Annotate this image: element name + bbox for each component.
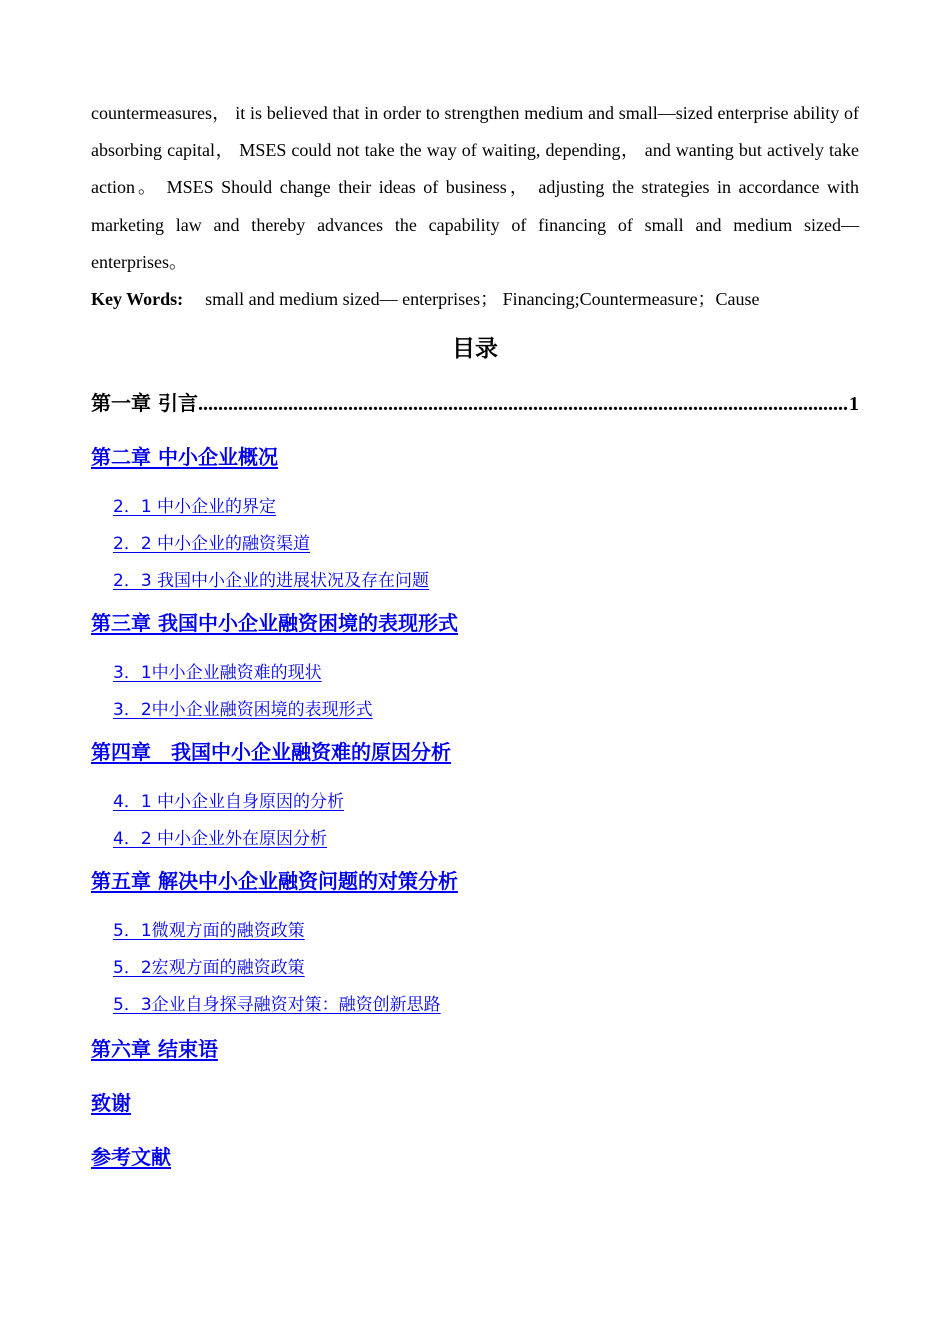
toc-chapter-4-link[interactable]: 第四章 我国中小企业融资难的原因分析 <box>91 740 451 764</box>
toc-section-4-2-link[interactable]: 4．2 中小企业外在原因分析 <box>113 829 328 849</box>
toc-chapter-6-link[interactable]: 第六章 结束语 <box>91 1037 218 1061</box>
toc-leader-dots <box>198 389 849 419</box>
toc-chapter-1[interactable] <box>91 388 859 419</box>
toc-section-2-3-link[interactable]: 2．3 我国中小企业的进展状况及存在问题 <box>113 571 430 591</box>
toc-chapter-1-page: 1 <box>849 393 859 415</box>
toc-chapter-1-label: 第一章 引言 <box>91 391 198 415</box>
toc-section-2-2-link[interactable]: 2．2 中小企业的融资渠道 <box>113 534 311 554</box>
toc-chapter-3-link[interactable]: 第三章 我国中小企业融资困境的表现形式 <box>91 611 458 635</box>
toc-references-link[interactable]: 参考文献 <box>91 1145 171 1169</box>
toc-section-4-1-link[interactable]: 4．1 中小企业自身原因的分析 <box>113 792 345 812</box>
toc-section-3-1-link[interactable]: 3．1中小企业融资难的现状 <box>113 663 322 683</box>
keywords-line <box>91 281 859 318</box>
toc-chapter-2-link[interactable]: 第二章 中小企业概况 <box>91 445 278 469</box>
keywords-label: Key Words: <box>91 289 184 309</box>
toc-section-5-1-link[interactable]: 5．1微观方面的融资政策 <box>113 921 305 941</box>
toc-chapter-5-link[interactable]: 第五章 解决中小企业融资问题的对策分析 <box>91 869 458 893</box>
keywords-value: small and medium sized— enterprises； Financing;Countermeasure；Cause <box>205 289 760 309</box>
toc-section-5-3-link[interactable]: 5．3企业自身探寻融资对策：融资创新思路 <box>113 995 441 1015</box>
toc-section-5-2-link[interactable]: 5．2宏观方面的融资政策 <box>113 958 305 978</box>
toc-thanks-link[interactable]: 致谢 <box>91 1091 131 1115</box>
toc-section-2-1-link[interactable]: 2．1 中小企业的界定 <box>113 497 277 517</box>
abstract-paragraph: countermeasures， it is believed that in order to strengthen medium and small—sized enterprise ability of absorbing capital， MSES could not take the way of waiting, depending， and wanting but actively take action。 MSES Should change their ideas of business， adjusting the strategies in accordance with marketing law and thereby advances the capability of financing of small and medium sized— enterprises。 <box>91 103 859 272</box>
toc-section-3-2-link[interactable]: 3．2中小企业融资困境的表现形式 <box>113 700 373 720</box>
toc-title: 目录 <box>452 336 498 362</box>
